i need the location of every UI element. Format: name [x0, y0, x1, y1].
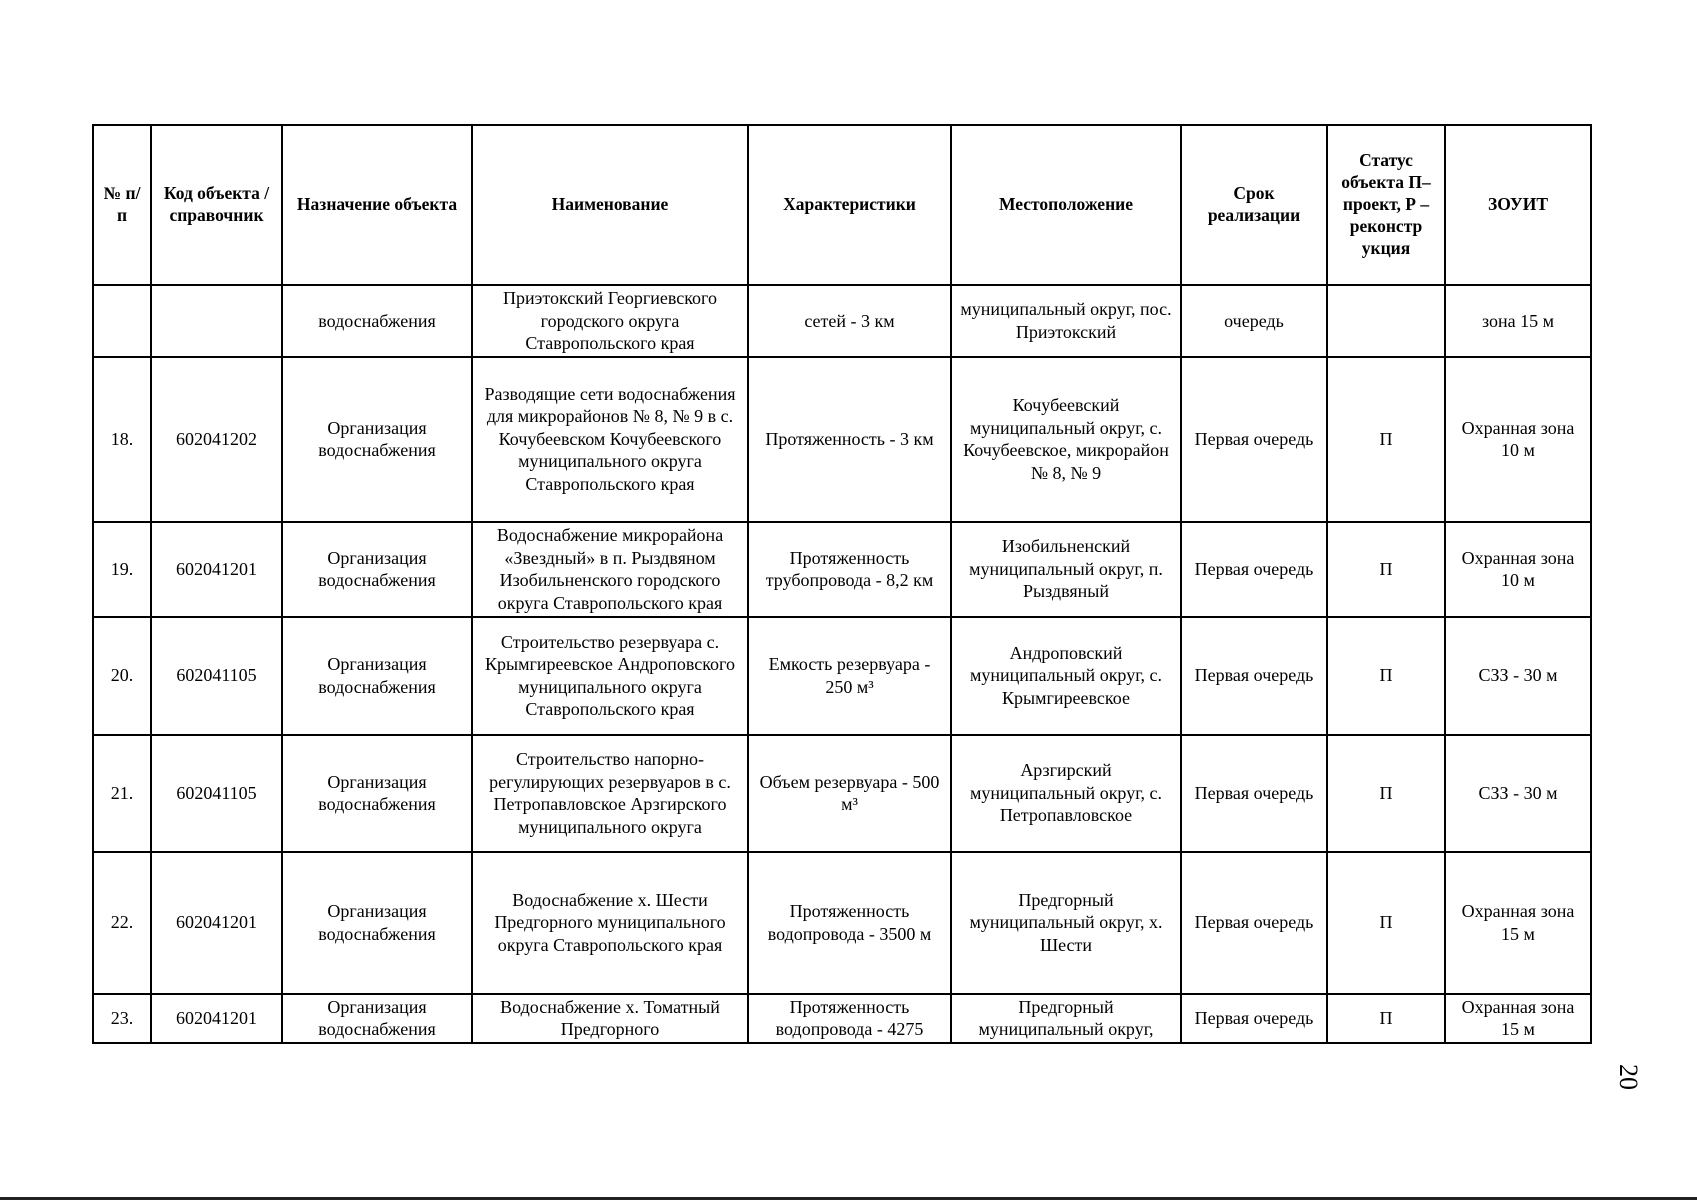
cell-purpose: Организация водоснабжения [282, 994, 472, 1043]
cell-code: 602041201 [151, 852, 282, 994]
page-number: 20 [1614, 1064, 1643, 1090]
header-name: Наименование [472, 125, 748, 285]
cell-code [151, 285, 282, 357]
table-row [93, 357, 1591, 522]
cell-location: Арзгирский муниципальный округ, с. Петропавловское [951, 735, 1181, 852]
table-row [93, 852, 1591, 994]
cell-num: 23. [93, 994, 151, 1043]
cell-term: Первая очередь [1181, 357, 1327, 522]
cell-characteristics: сетей - 3 км [748, 285, 951, 357]
cell-name: Приэтокский Георгиевского городского округа Ставропольского края [472, 285, 748, 357]
cell-characteristics: Объем резервуара - 500 м³ [748, 735, 951, 852]
cell-name: Строительство напорно-регулирующих резервуаров в с. Петропавловское Арзгирского муниципального округа [472, 735, 748, 852]
cell-term: очередь [1181, 285, 1327, 357]
cell-status [1327, 285, 1445, 357]
cell-purpose: Организация водоснабжения [282, 522, 472, 617]
cell-term: Первая очередь [1181, 617, 1327, 735]
cell-num [93, 285, 151, 357]
cell-status: П [1327, 994, 1445, 1043]
cell-name: Водоснабжение х. Томатный Предгорного [472, 994, 748, 1043]
table-row [93, 617, 1591, 735]
table-row [93, 735, 1591, 852]
cell-characteristics: Протяженность водопровода - 4275 [748, 994, 951, 1043]
cell-num: 21. [93, 735, 151, 852]
cell-purpose: водоснабжения [282, 285, 472, 357]
cell-num: 18. [93, 357, 151, 522]
cell-status: П [1327, 617, 1445, 735]
cell-num: 20. [93, 617, 151, 735]
cell-zone: Охранная зона 10 м [1445, 357, 1591, 522]
table-row-continuation [93, 285, 1591, 357]
cell-location: Кочубеевский муниципальный округ, с. Кочубеевское, микрорайон № 8, № 9 [951, 357, 1181, 522]
cell-purpose: Организация водоснабжения [282, 735, 472, 852]
header-purpose: Назначение объекта [282, 125, 472, 285]
cell-code: 602041202 [151, 357, 282, 522]
objects-table [92, 124, 1592, 1044]
cell-code: 602041105 [151, 617, 282, 735]
cell-zone: СЗЗ - 30 м [1445, 617, 1591, 735]
cell-name: Водоснабжение микрорайона «Звездный» в п. Рыздвяном Изобильненского городского округа Ставропольского края [472, 522, 748, 617]
header-zone: ЗОУИТ [1445, 125, 1591, 285]
header-status: Статус объекта П– проект, Р – реконстр укция [1327, 125, 1445, 285]
cell-location: Андроповский муниципальный округ, с. Крымгиреевское [951, 617, 1181, 735]
cell-characteristics: Протяженность водопровода - 3500 м [748, 852, 951, 994]
cell-zone: зона 15 м [1445, 285, 1591, 357]
table-row [93, 522, 1591, 617]
cell-zone: Охранная зона 15 м [1445, 994, 1591, 1043]
cell-name: Строительство резервуара с. Крымгиреевское Андроповского муниципального округа Ставропольского края [472, 617, 748, 735]
cell-location: муниципальный округ, пос. Приэтокский [951, 285, 1181, 357]
table-row [93, 994, 1591, 1043]
cell-name: Водоснабжение х. Шести Предгорного муниципального округа Ставропольского края [472, 852, 748, 994]
cell-location: Предгорный муниципальный округ, [951, 994, 1181, 1043]
cell-name: Разводящие сети водоснабжения для микрорайонов № 8, № 9 в с. Кочубеевском Кочубеевского муниципального округа Ставропольского края [472, 357, 748, 522]
header-characteristics: Характеристики [748, 125, 951, 285]
cell-characteristics: Протяженность - 3 км [748, 357, 951, 522]
cell-purpose: Организация водоснабжения [282, 357, 472, 522]
cell-term: Первая очередь [1181, 522, 1327, 617]
cell-code: 602041201 [151, 994, 282, 1043]
cell-num: 22. [93, 852, 151, 994]
header-location: Местоположение [951, 125, 1181, 285]
cell-purpose: Организация водоснабжения [282, 852, 472, 994]
cell-term: Первая очередь [1181, 735, 1327, 852]
cell-characteristics: Емкость резервуара - 250 м³ [748, 617, 951, 735]
cell-num: 19. [93, 522, 151, 617]
cell-zone: Охранная зона 10 м [1445, 522, 1591, 617]
cell-status: П [1327, 735, 1445, 852]
cell-code: 602041105 [151, 735, 282, 852]
header-term: Срок реализации [1181, 125, 1327, 285]
cell-status: П [1327, 852, 1445, 994]
cell-term: Первая очередь [1181, 994, 1327, 1043]
cell-location: Изобильненский муниципальный округ, п. Рыздвяный [951, 522, 1181, 617]
header-code: Код объекта / справочник [151, 125, 282, 285]
cell-zone: Охранная зона 15 м [1445, 852, 1591, 994]
cell-location: Предгорный муниципальный округ, х. Шести [951, 852, 1181, 994]
cell-characteristics: Протяженность трубопровода - 8,2 км [748, 522, 951, 617]
cell-term: Первая очередь [1181, 852, 1327, 994]
cell-code: 602041201 [151, 522, 282, 617]
cell-purpose: Организация водоснабжения [282, 617, 472, 735]
cell-status: П [1327, 522, 1445, 617]
cell-zone: СЗЗ - 30 м [1445, 735, 1591, 852]
header-num: № п/п [93, 125, 151, 285]
cell-status: П [1327, 357, 1445, 522]
table-header-row [93, 125, 1591, 285]
